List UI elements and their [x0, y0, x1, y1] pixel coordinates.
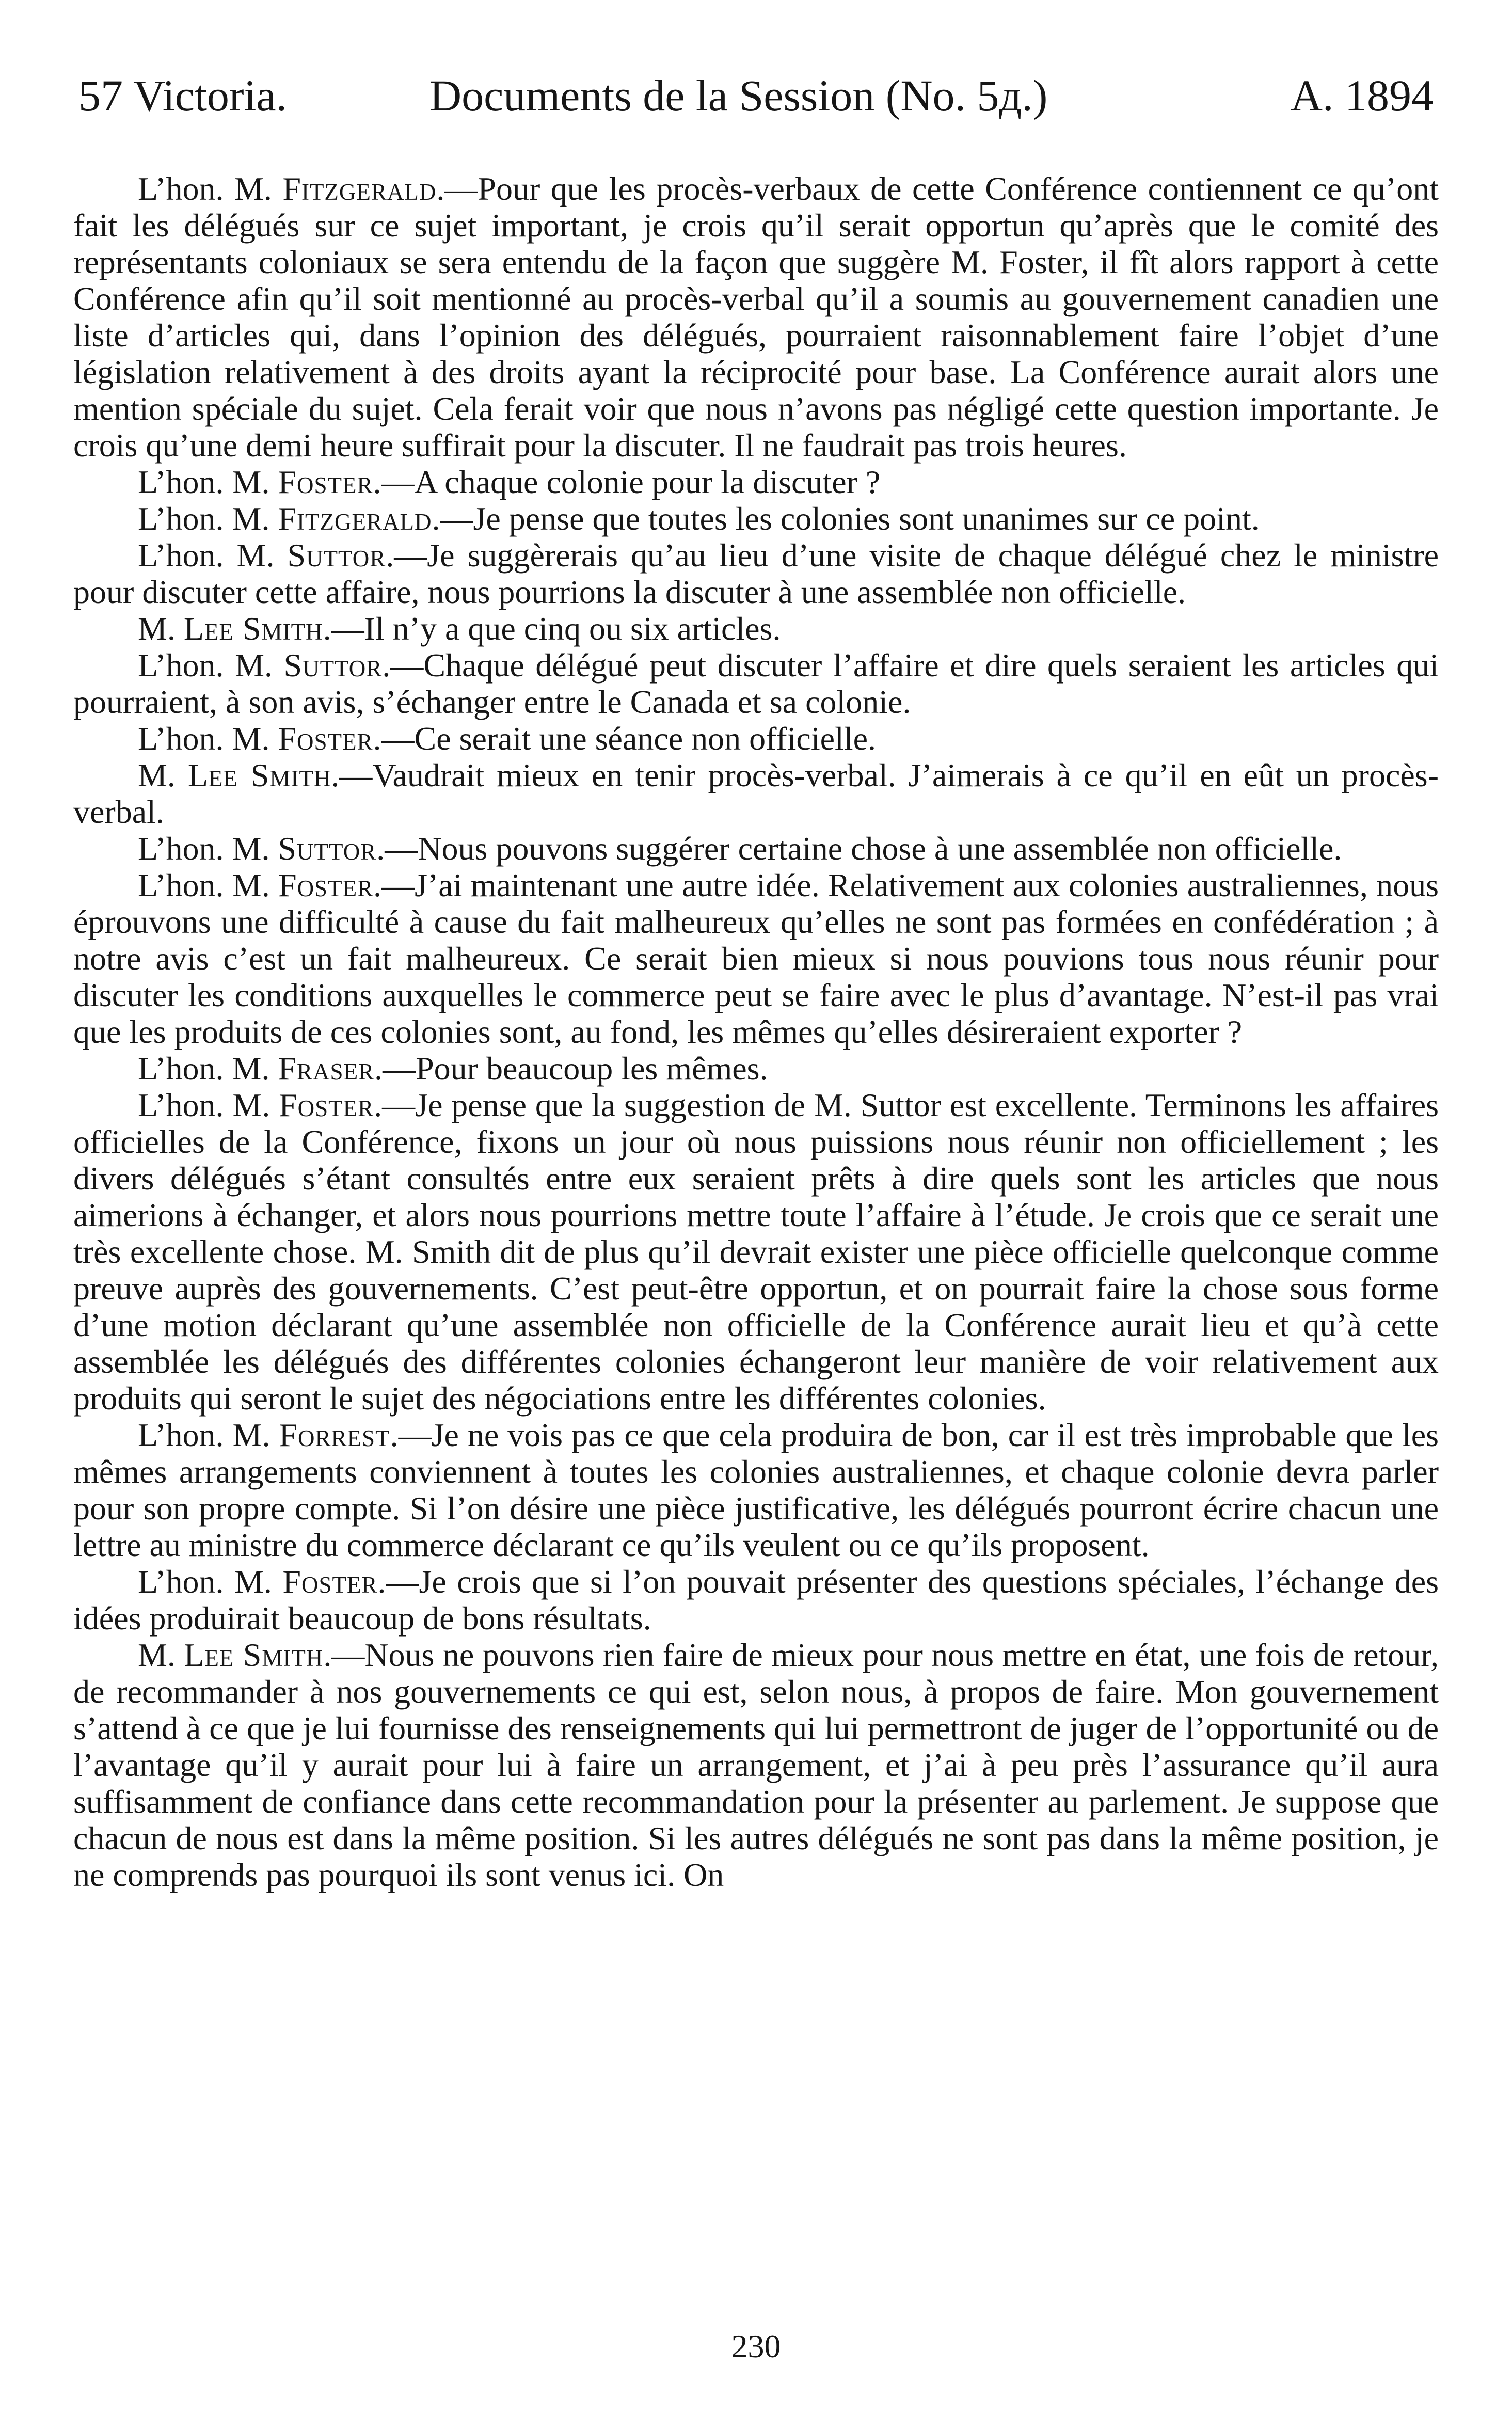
- paragraph: [73, 537, 1439, 610]
- speaker-name: Forrest: [279, 1417, 390, 1453]
- paragraph-text: .—Je crois que si l’on pouvait présenter des questions spéciales, l’échange des idées produirait beaucoup de bons résultats.: [73, 1563, 1439, 1637]
- speaker-title: L’hon. M.: [138, 867, 278, 903]
- speaker-name: Lee Smith: [183, 610, 323, 647]
- speaker-title: M.: [138, 610, 184, 647]
- paragraph: [73, 1087, 1439, 1417]
- paragraph-text: .—A chaque colonie pour la discuter ?: [373, 464, 881, 500]
- paragraph-text: .—Pour que les procès-verbaux de cette Conférence contiennent ce qu’ont fait les délégués sur ce sujet important, je crois qu’il serait opportun qu’après que le comité des représentants coloniaux se sera entendu de la façon que suggère M. Foster, il fît alors rapport à cette Conférence afin qu’il soit mentionné au procès-verbal qu’il a soumis au gouvernement canadien une liste d’articles qui, dans l’opinion des délégués, pourraient raisonnablement faire l’objet d’une législation relativement à des droits ayant la réciprocité pour base. La Conférence aurait alors une mention spéciale du sujet. Cela ferait voir que nous n’avons pas négligé cette question importante. Je crois qu’une demi heure suffirait pour la discuter. Il ne faudrait pas trois heures.: [73, 170, 1439, 464]
- speaker-title: L’hon. M.: [138, 500, 278, 537]
- speaker-name: Fitzgerald: [278, 500, 432, 537]
- speaker-name: Foster: [278, 867, 374, 903]
- paragraph: [73, 464, 1439, 500]
- speaker-title: L’hon. M.: [138, 464, 278, 500]
- speaker-title: L’hon. M.: [138, 1563, 283, 1600]
- speaker-name: Fitzgerald: [282, 170, 437, 207]
- paragraph-text: .—Vaudrait mieux en tenir procès-verbal. J’aimerais à ce qu’il en eût un procès-verbal.: [73, 757, 1439, 830]
- speaker-name: Lee Smith: [184, 1637, 324, 1673]
- paragraph: [73, 830, 1439, 867]
- speaker-name: Lee Smith: [187, 757, 331, 793]
- speaker-title: L’hon. M.: [138, 1087, 279, 1123]
- paragraph: [73, 610, 1439, 647]
- paragraph-text: .—Chaque délégué peut discuter l’affaire et dire quels seraient les articles qui pourraient, à son avis, s’échanger entre le Canada et sa colonie.: [73, 647, 1439, 720]
- paragraph-text: .—Je pense que la suggestion de M. Suttor est excellente. Terminons les affaires officielles de la Conférence, fixons un jour où nous puissions nous réunir non officiellement ; les divers délégués s’étant consultés entre eux seraient prêts à dire quels sont les articles que nous aimerions à échanger, et alors nous pourrions mettre toute l’affaire à l’étude. Je crois que ce serait une très excellente chose. M. Smith dit de plus qu’il devrait exister une pièce officielle quelconque comme preuve auprès des gouvernements. C’est peut-être opportun, et on pourrait faire la chose sous forme d’une motion déclarant qu’une assemblée non officielle de la Conférence aurait lieu et qu’à cette assemblée les délégués des différentes colonies échangeront leur manière de voir relativement aux produits qui seront le sujet des négociations entre les différentes colonies.: [73, 1087, 1439, 1417]
- speaker-name: Foster: [278, 464, 373, 500]
- paragraph: [73, 1637, 1439, 1893]
- speaker-title: M.: [138, 757, 188, 793]
- paragraph: [73, 647, 1439, 720]
- speaker-title: M.: [138, 1637, 184, 1673]
- paragraph-text: .—Je suggèrerais qu’au lieu d’une visite de chaque délégué chez le ministre pour discuter cette affaire, nous pourrions la discuter à une assemblée non officielle.: [73, 537, 1439, 610]
- speaker-title: L’hon. M.: [138, 647, 284, 684]
- paragraph: [73, 170, 1439, 464]
- paragraph-text: .—J’ai maintenant une autre idée. Relativement aux colonies australiennes, nous éprouvons une difficulté à cause du fait malheureux qu’elles ne sont pas formées en confédération ; à notre avis c’est un fait malheureux. Ce serait bien mieux si nous pouvions tous nous réunir pour discuter les conditions auxquelles le commerce peut se faire avec le plus d’avantage. N’est-il pas vrai que les produits de ces colonies sont, au fond, les mêmes qu’elles désireraient exporter ?: [73, 867, 1439, 1050]
- speaker-name: Suttor: [287, 537, 386, 574]
- page-number: 230: [731, 2328, 781, 2364]
- paragraph-text: .—Je pense que toutes les colonies sont unanimes sur ce point.: [432, 500, 1260, 537]
- paragraph: [73, 1050, 1439, 1087]
- speaker-name: Suttor: [278, 830, 377, 867]
- speaker-title: L’hon. M.: [138, 1050, 278, 1087]
- header-document-title: Documents de la Session (No. 5д.): [429, 71, 1048, 120]
- running-header: [78, 67, 1434, 124]
- header-year: A. 1894: [1290, 71, 1434, 120]
- header-session-year: 57 Victoria.: [78, 71, 288, 120]
- paragraph-text: .—Je ne vois pas ce que cela produira de bon, car il est très improbable que les mêmes arrangements conviennent à toutes les colonies australiennes, et chaque colonie devra parler pour son propre compte. Si l’on désire une pièce justificative, les délégués pourront écrire chacun une lettre au ministre du commerce déclarant ce qu’ils veulent ou ce qu’ils proposent.: [73, 1417, 1439, 1563]
- paragraph-text: .—Nous ne pouvons rien faire de mieux pour nous mettre en état, une fois de retour, de recommander à nos gouvernements ce qui est, selon nous, à propos de faire. Mon gouvernement s’attend à ce que je lui fournisse des renseignements qui lui permettront de juger de l’opportunité ou de l’avantage qu’il y aurait pour lui à faire un arrangement, et j’ai à peu près l’assurance qu’il aura suffisamment de confiance dans cette recommandation pour la présenter au parlement. Je suppose que chacun de nous est dans la même position. Si les autres délégués ne sont pas dans la même position, je ne comprends pas pourquoi ils sont venus ici. On: [73, 1637, 1439, 1893]
- speaker-name: Foster: [282, 1563, 378, 1600]
- paragraph: [73, 867, 1439, 1050]
- paragraph: [73, 757, 1439, 830]
- paragraph: [73, 720, 1439, 757]
- speaker-title: L’hon. M.: [138, 830, 278, 867]
- paragraph: [73, 500, 1439, 537]
- paragraph-text: .—Nous pouvons suggérer certaine chose à une assemblée non officielle.: [376, 830, 1342, 867]
- paragraph-text: .—Il n’y a que cinq ou six articles.: [323, 610, 781, 647]
- speaker-name: Suttor: [283, 647, 383, 684]
- speaker-title: L’hon. M.: [138, 1417, 279, 1453]
- speaker-name: Fraser: [278, 1050, 375, 1087]
- paragraph-text: .—Ce serait une séance non officielle.: [373, 720, 876, 757]
- speaker-name: Foster: [278, 720, 373, 757]
- document-body: [73, 170, 1439, 1893]
- speaker-title: L’hon. M.: [138, 720, 278, 757]
- paragraph: [73, 1563, 1439, 1637]
- paragraph-text: .—Pour beaucoup les mêmes.: [374, 1050, 768, 1087]
- paragraph: [73, 1417, 1439, 1563]
- speaker-title: L’hon. M.: [138, 170, 283, 207]
- speaker-title: L’hon. M.: [138, 537, 288, 574]
- speaker-name: Foster: [279, 1087, 374, 1123]
